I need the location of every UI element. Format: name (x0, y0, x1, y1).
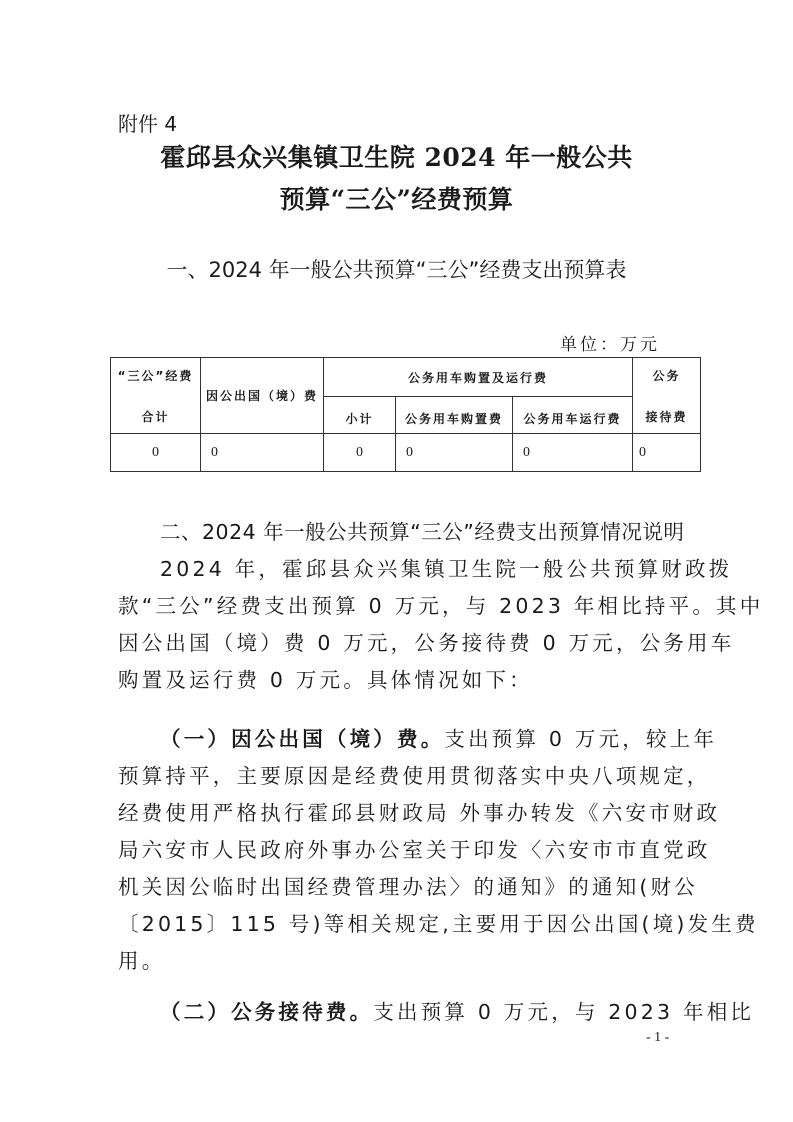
paragraph-line: 因公出国（境）费 0 万元，公务接待费 0 万元，公务用车 (118, 631, 735, 655)
paragraph-line: 经费使用严格执行霍邱县财政局 外事办转发《六安市财政 (118, 801, 721, 825)
attachment-label: 附件 4 (118, 112, 178, 136)
subsection-reception (160, 995, 754, 1025)
header-overseas: 因公出国（境）费 (201, 358, 324, 434)
subsection-reception-title: （二）公务接待费。 (160, 1000, 374, 1024)
cell-vehicle-subtotal: 0 (324, 434, 396, 472)
paragraph-line: 〔2015〕115 号)等相关规定,主要用于因公出国(境)发生费 (118, 912, 759, 936)
budget-table (110, 357, 701, 472)
cell-vehicle-operation: 0 (513, 434, 633, 472)
unit-label: 单位：万元 (560, 335, 660, 355)
header-vehicle-operation: 公务用车运行费 (513, 397, 633, 434)
header-reception-line2: 接待费 (645, 409, 688, 424)
section2-heading: 二、2024 年一般公共预算“三公”经费支出预算情况说明 (160, 520, 685, 544)
paragraph-line: 2024 年，霍邱县众兴集镇卫生院一般公共预算财政拨 (160, 557, 733, 581)
paragraph-line: 款“三公”经费支出预算 0 万元，与 2023 年相比持平。其中 (118, 594, 764, 618)
subsection-overseas-title: （一）因公出国（境）费。 (160, 727, 445, 751)
table-row (111, 434, 701, 472)
paragraph-line: 预算持平，主要原因是经费使用贯彻落实中央八项规定， (118, 764, 711, 788)
cell-vehicle-purchase: 0 (396, 434, 513, 472)
header-total (111, 358, 201, 434)
header-vehicle-subtotal: 小计 (324, 397, 396, 434)
paragraph-line: 局六安市人民政府外事办公室关于印发〈六安市市直党政 (118, 838, 711, 862)
cell-total: 0 (111, 434, 201, 472)
paragraph-line: 机关因公临时出国经费管理办法〉的通知》的通知(财公 (118, 875, 698, 899)
document-title-line2: 预算“三公”经费预算 (279, 185, 514, 214)
paragraph-line: 用。 (118, 949, 166, 973)
header-vehicle-group: 公务用车购置及运行费 (324, 358, 633, 397)
header-reception-line1: 公务 (652, 368, 681, 383)
subsection-overseas-text: 支出预算 0 万元，较上年 (444, 727, 718, 751)
section1-heading: 一、2024 年一般公共预算“三公”经费支出预算表 (166, 258, 627, 282)
cell-overseas: 0 (201, 434, 324, 472)
page-number: - 1 - (646, 1030, 670, 1045)
header-vehicle-purchase: 公务用车购置费 (396, 397, 513, 434)
paragraph-line: 购置及运行费 0 万元。具体情况如下： (118, 668, 533, 692)
subsection-reception-text: 支出预算 0 万元，与 2023 年相比 (373, 1000, 755, 1024)
cell-reception: 0 (633, 434, 701, 472)
header-reception (633, 358, 701, 434)
subsection-overseas (160, 722, 717, 752)
header-total-line1: “三公”经费 (117, 368, 194, 383)
document-title-line1: 霍邱县众兴集镇卫生院 2024 年一般公共 (160, 143, 633, 172)
header-total-line2: 合计 (141, 409, 170, 424)
